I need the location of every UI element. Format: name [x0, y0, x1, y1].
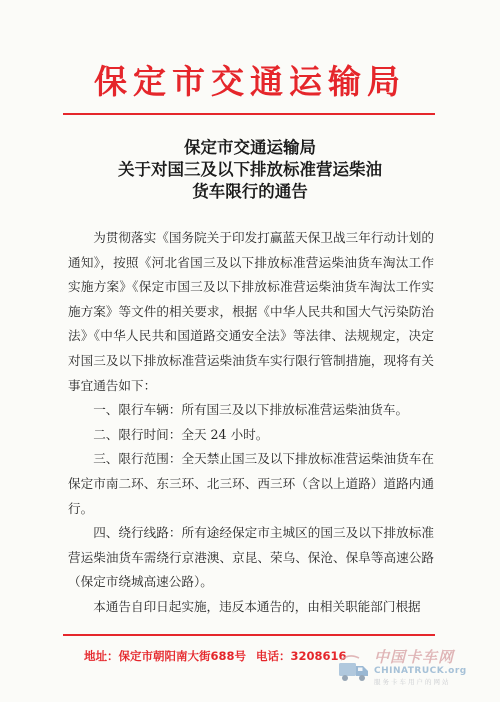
notice-title-line: 货车限行的通告 [192, 182, 308, 201]
body-paragraph-vehicles: 一、限行车辆：所有国三及以下排放标准营运柴油货车。 [93, 402, 409, 418]
footer-phone: 电话：3208616 [256, 649, 347, 663]
body-paragraph-effective: 本通告自印日起实施，违反本通告的，由相关职能部门根据 [93, 598, 421, 614]
footer-contact [84, 648, 347, 664]
body-paragraph-detour: 四、绕行线路：所有途经保定市主城区的国三及以下排放标准营运柴油货车需绕行京港澳、京昆、荣乌、保沧、保阜等高速公路（保定市绕城高速公路）。 [68, 525, 434, 590]
notice-title [0, 137, 500, 203]
body-paragraph-time: 二、限行时间：全天 24 小时。 [93, 426, 269, 442]
notice-title-line: 保定市交通运输局 [184, 138, 316, 157]
footer-address: 地址：保定市朝阳南大街688号 [84, 649, 247, 663]
notice-body [68, 226, 434, 620]
notice-title-line: 关于对国三及以下排放标准营运柴油 [118, 160, 382, 179]
letterhead-red-rule [63, 113, 435, 115]
watermark-cn-name: 中国卡车网 [374, 648, 455, 666]
site-watermark [338, 646, 488, 692]
watermark-en-name: CHINATRUCK.org [374, 666, 467, 676]
truck-logo-icon [338, 652, 370, 684]
body-paragraph-area: 三、限行范围：全天禁止国三及以下排放标准营运柴油货车在保定市南二环、东三环、北三环、西三环（含以上道路）道路内通行。 [68, 451, 434, 516]
letterhead-title: 保定市交通运输局 [94, 62, 406, 101]
watermark-slogan: 服务卡车用户的网站 [374, 678, 451, 686]
footer-red-rule [63, 634, 435, 636]
body-paragraph-intro: 为贯彻落实《国务院关于印发打赢蓝天保卫战三年行动计划的通知》，按照《河北省国三及以下排放标准营运柴油货车淘汰工作实施方案》《保定市国三及以下排放标准营运柴油货车淘汰工作实施方案》等文件的相关要求，根据《中华人民共和国大气污染防治法》《中华人民共和国道路交通安全法》等法律、法规规定，决定对国三及以下排放标准营运柴油货车实行限行管制措施，现将有关事宜通告如下： [68, 230, 434, 393]
